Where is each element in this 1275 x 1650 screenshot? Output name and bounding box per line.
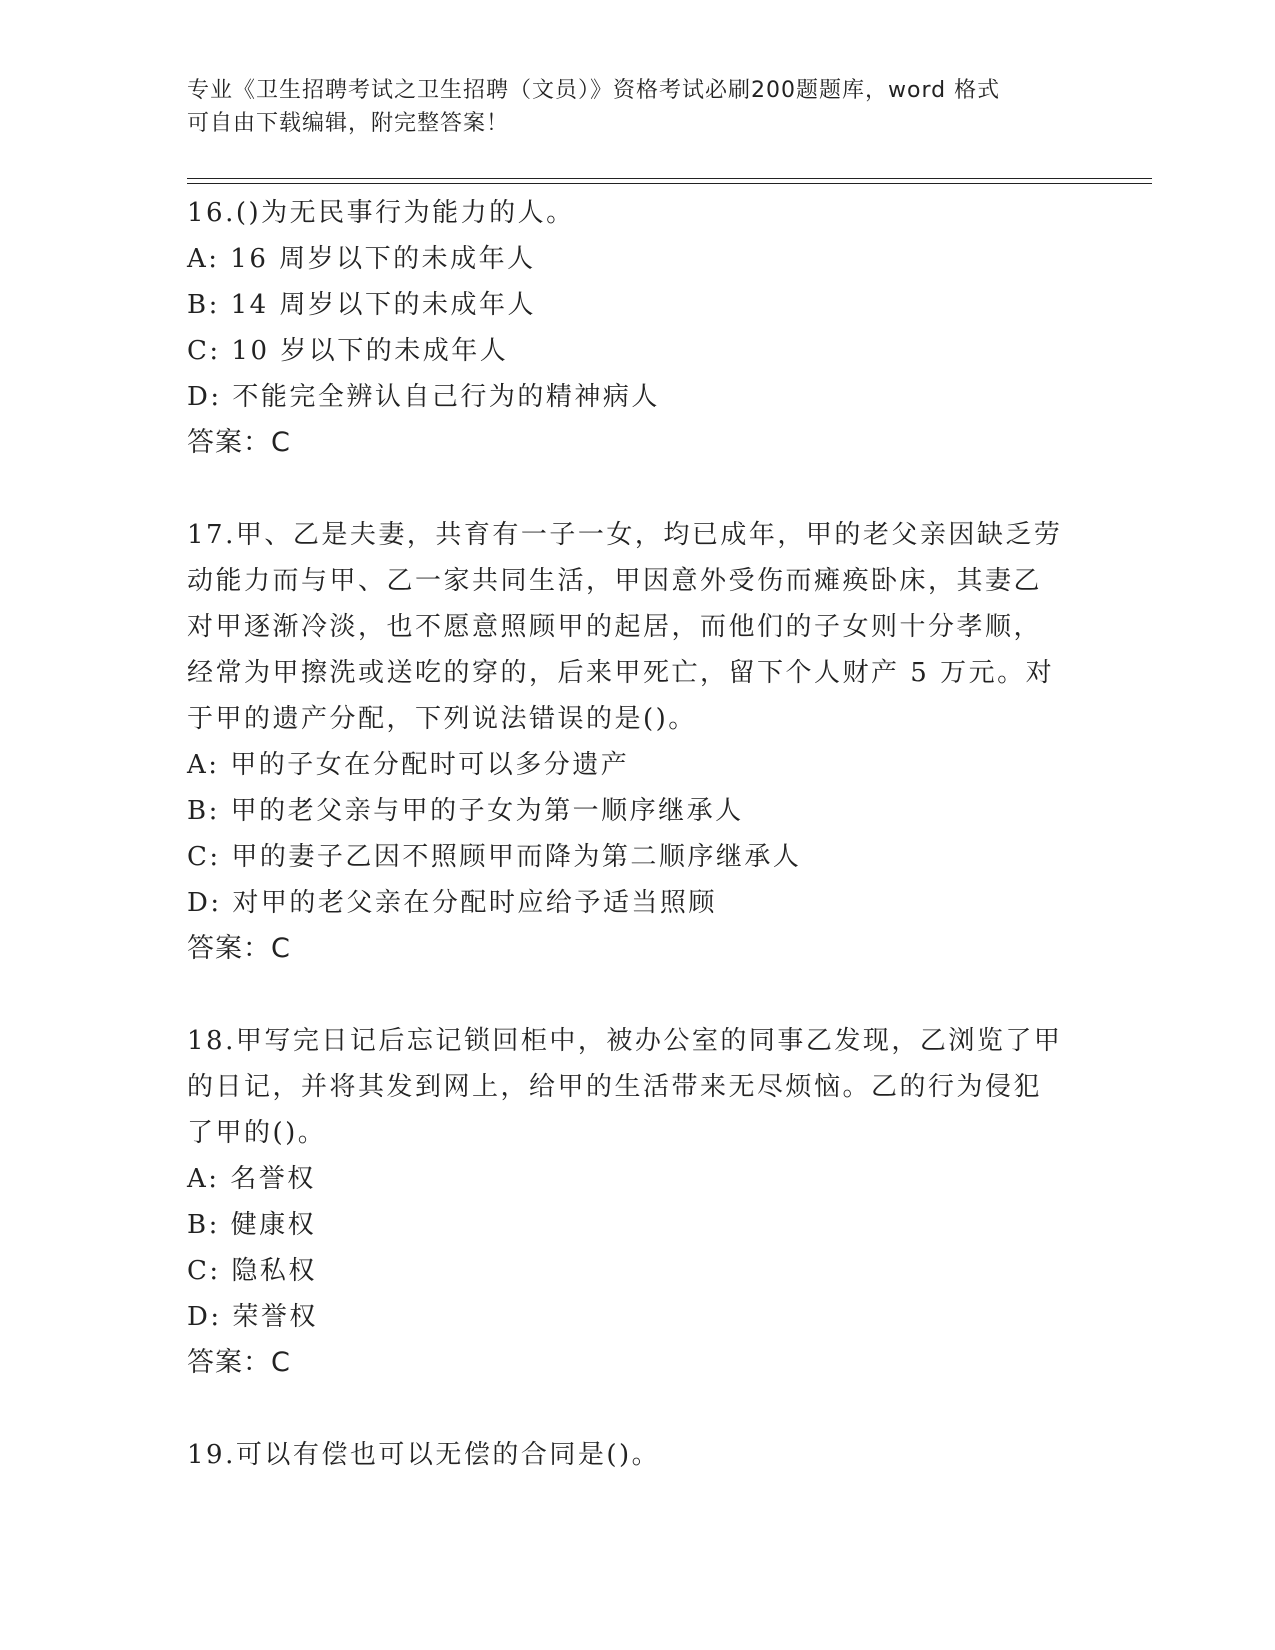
option-d: D: 对甲的老父亲在分配时应给予适当照顾 — [187, 888, 717, 918]
question-stem: 17.甲、乙是夫妻，共育有一子一女，均已成年，甲的老父亲因缺乏劳 — [187, 520, 1063, 550]
question-stem: 16.()为无民事行为能力的人。 — [187, 198, 575, 228]
answer-label: 答案：C — [187, 933, 291, 964]
spacer — [187, 1386, 1087, 1432]
option-b: B: 14 周岁以下的未成年人 — [187, 290, 536, 320]
option-d: D: 荣誉权 — [187, 1302, 318, 1332]
question-stem: 18.甲写完日记后忘记锁回柜中，被办公室的同事乙发现，乙浏览了甲 — [187, 1026, 1063, 1056]
option-b: B: 健康权 — [187, 1210, 317, 1240]
question-stem: 19.可以有偿也可以无偿的合同是()。 — [187, 1440, 661, 1470]
option-c: C: 甲的妻子乙因不照顾甲而降为第二顺序继承人 — [187, 842, 802, 872]
option-a: A: 名誉权 — [187, 1164, 316, 1194]
question-16 — [187, 190, 1087, 466]
spacer — [187, 972, 1087, 1018]
document-header — [187, 74, 1087, 140]
option-d: D: 不能完全辨认自己行为的精神病人 — [187, 382, 660, 412]
question-17 — [187, 512, 1087, 972]
option-c: C: 10 岁以下的未成年人 — [187, 336, 509, 366]
answer-label: 答案：C — [187, 427, 291, 458]
question-stem: 于甲的遗产分配，下列说法错误的是()。 — [187, 704, 697, 734]
header-line: 专业《卫生招聘考试之卫生招聘（文员）》资格考试必刷200题题库，word 格式 — [187, 78, 1001, 103]
header-divider — [187, 178, 1152, 179]
option-a: A: 16 周岁以下的未成年人 — [187, 244, 536, 274]
header-divider — [187, 183, 1152, 184]
option-a: A: 甲的子女在分配时可以多分遗产 — [187, 750, 630, 780]
answer-label: 答案：C — [187, 1347, 291, 1378]
question-list — [187, 190, 1087, 1478]
question-stem: 了甲的()。 — [187, 1118, 327, 1148]
option-c: C: 隐私权 — [187, 1256, 317, 1286]
question-stem: 对甲逐渐冷淡，也不愿意照顾甲的起居，而他们的子女则十分孝顺， — [187, 612, 1043, 642]
question-stem: 的日记，并将其发到网上，给甲的生活带来无尽烦恼。乙的行为侵犯 — [187, 1072, 1043, 1102]
question-stem: 动能力而与甲、乙一家共同生活，甲因意外受伤而瘫痪卧床，其妻乙 — [187, 566, 1043, 596]
question-19 — [187, 1432, 1087, 1478]
option-b: B: 甲的老父亲与甲的子女为第一顺序继承人 — [187, 796, 744, 826]
question-18 — [187, 1018, 1087, 1386]
header-line: 可自由下载编辑，附完整答案！ — [187, 111, 510, 136]
question-stem: 经常为甲擦洗或送吃的穿的，后来甲死亡，留下个人财产 5 万元。对 — [187, 658, 1055, 688]
spacer — [187, 466, 1087, 512]
